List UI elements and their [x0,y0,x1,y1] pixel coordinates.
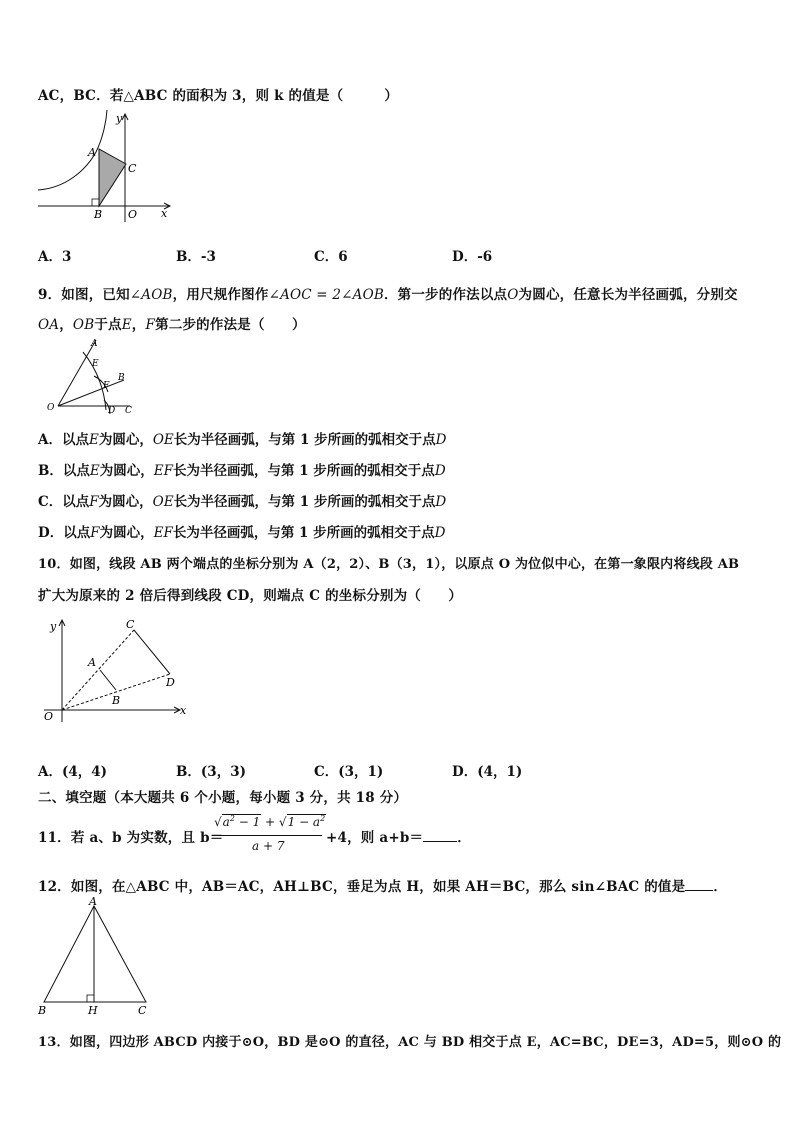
q8-option-c: C．6 [314,249,348,265]
q8-label-B: B [94,208,103,221]
q11-suffix: +4，则 a+b＝ ． [326,830,471,846]
q13-stem: 13．如图，四边形 ABCD 内接于⊙O，BD 是⊙O 的直径，AC 与 BD 相交于点 E，AC=BC，DE=3，AD=5，则⊙O 的 [38,1035,782,1050]
q9-line2-part-c: ， [131,317,146,333]
q9-line2 [38,313,306,333]
q8-label-C: C [128,162,137,175]
q9-label-O: O [47,403,55,413]
q10-label-B: B [112,694,121,707]
q11-prefix: 11．若 a、b 为实数，且 b＝ [38,830,224,846]
q8-label-y: y [116,112,123,125]
q8-option-b: B．-3 [176,249,216,265]
q12-label-C: C [138,1004,147,1017]
q9-label-F: F [103,381,110,391]
q10-line2: 扩大为原来的 2 倍后得到线段 CD，则端点 C 的坐标分别为（ ） [38,588,463,604]
q9-label-E: E [92,359,99,369]
q9-math-f: F [145,317,156,333]
q8-label-A: A [88,146,96,159]
q9-math-angle-aoc: ∠AOC = 2∠AOB [268,287,384,303]
q11-answer-blank[interactable] [423,829,457,842]
q9-label-B: B [118,373,125,383]
q11-denominator: a + 7 [252,839,285,853]
q9-option-d: D．以点F为圆心，EF长为半径画弧，与第 1 步所画的弧相交于点D [38,525,446,541]
q12-label-A: A [89,896,97,908]
q11-numerator: $√a^2 - 1 + √1 - a^2$ [214,814,326,829]
q10-label-C: C [126,618,135,631]
q12-stem: 12．如图，在△ABC 中，AB＝AC，AH⊥BC，垂足为点 H，如果 AH＝BC，那么 sin∠BAC 的值是 ． [38,879,728,895]
q9-line2-part-a: ， [59,317,73,333]
q10-label-y: y [50,620,57,633]
q9-math-angle-aob: ∠AOB [129,287,173,303]
q8-label-x: x [161,207,168,220]
q9-line1-part-a: 9．如图，已知 [38,287,130,303]
q12-answer-blank[interactable] [685,878,713,891]
q10-line1: 10．如图，线段 AB 两个端点的坐标分别为 A（2，2）、B（3，1），以原点 O 为位似中心，在第一象限内将线段 AB [38,557,740,572]
q9-line1 [38,283,738,303]
q10-option-a: A．(4，4) [38,764,108,780]
q9-math-ob: OB [72,317,95,333]
q8-stem: AC，BC．若△ABC 的面积为 3，则 k 的值是（ ） [38,88,399,104]
q9-option-c: C．以点F为圆心，OE长为半径画弧，与第 1 步所画的弧相交于点D [38,494,447,510]
q9-line2-part-d: 第二步的作法是（ ） [155,317,306,333]
section-heading-fill-in: 二、填空题（本大题共 6 个小题，每小题 3 分，共 18 分） [38,790,408,806]
q12-label-B: B [38,1004,47,1017]
q9-option-a: A．以点E为圆心，OE长为半径画弧，与第 1 步所画的弧相交于点D [38,432,447,448]
q9-line1-part-b: ，用尺规作图作 [172,287,269,303]
q10-label-D: D [166,676,175,689]
q9-math-o: O [507,287,519,303]
q8-option-a: A．3 [38,249,72,265]
q9-line2-part-b: 于点 [94,317,122,333]
q9-line1-part-c: ．第一步的作法以点 [383,287,508,303]
q8-figure [36,110,176,228]
q11-fraction [212,812,324,858]
q10-label-A: A [88,656,96,669]
q10-option-c: C．(3，1) [314,764,384,780]
q10-option-b: B．(3，3) [176,764,246,780]
q8-option-d: D．-6 [452,249,493,265]
q8-label-O: O [128,208,138,221]
q10-figure [36,616,196,728]
q10-label-O: O [44,710,54,723]
q9-label-C: C [125,406,132,416]
q9-option-b: B．以点E为圆心，EF长为半径画弧，与第 1 步所画的弧相交于点D [38,463,446,479]
q12-label-H: H [88,1004,98,1017]
q9-figure [44,336,140,418]
q9-label-D: D [108,406,116,416]
q10-option-d: D．(4，1) [452,764,523,780]
q9-line1-part-d: 为圆心，任意长为半径画弧，分别交 [518,287,738,303]
q9-math-oa: OA [38,317,60,333]
q9-math-e: E [121,317,132,333]
q12-figure [36,896,152,1018]
q11-fraction-bar [212,835,322,836]
q9-label-A: A [91,339,98,349]
q10-label-x: x [180,704,187,717]
